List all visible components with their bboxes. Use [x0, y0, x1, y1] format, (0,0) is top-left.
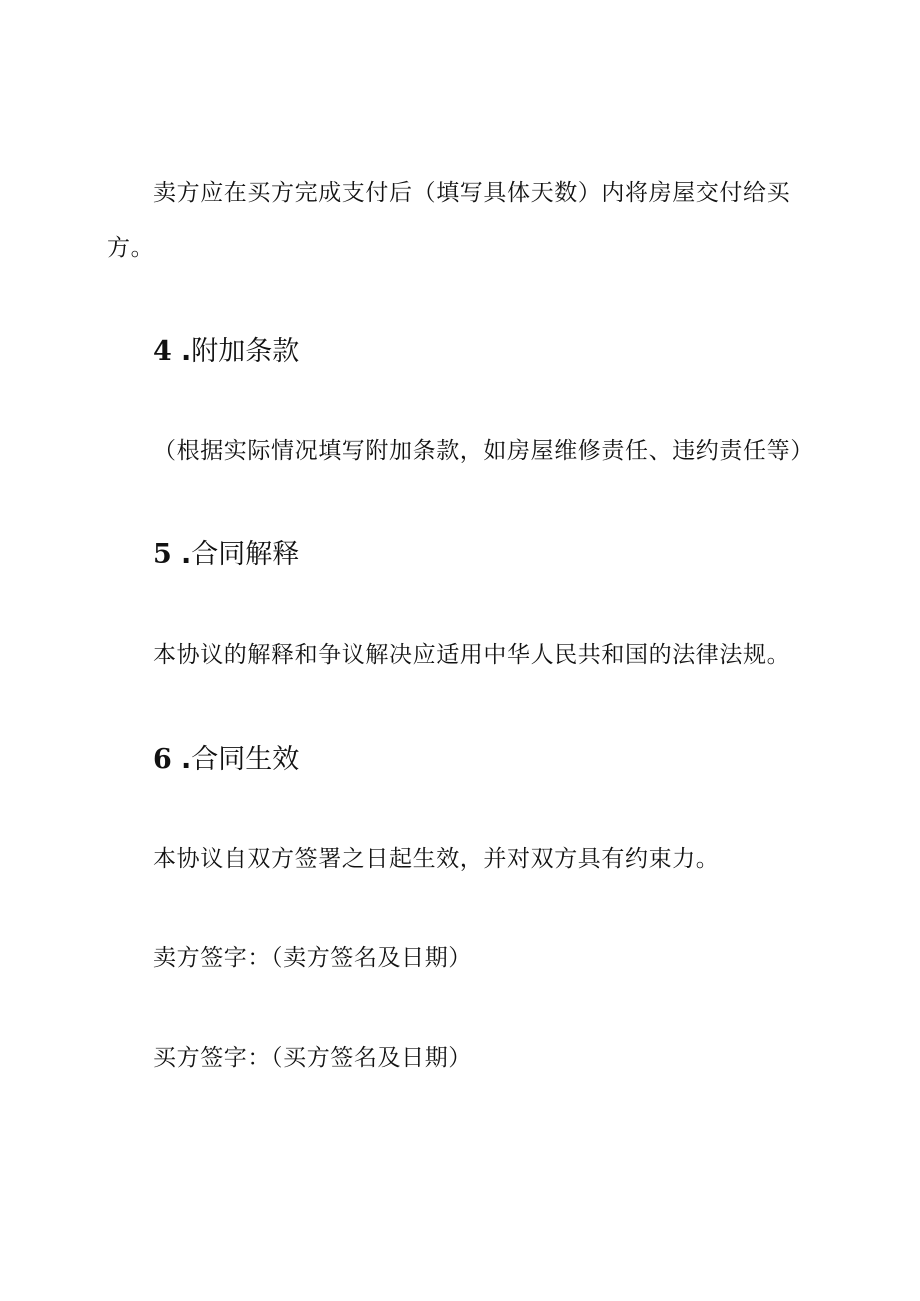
- additional-terms-paragraph: （根据实际情况填写附加条款，如房屋维修责任、违约责任等）: [153, 438, 814, 464]
- section-title: 合同生效: [191, 744, 300, 775]
- delivery-paragraph-line-1: 卖方应在买方完成支付后（填写具体天数）内将房屋交付给买: [153, 180, 791, 206]
- section-heading-additional-terms: [153, 335, 299, 369]
- section-dot: .: [181, 539, 192, 570]
- buyer-signature-line: 买方签字：（买方签名及日期）: [153, 1045, 472, 1071]
- section-number: 5: [153, 539, 172, 570]
- section-dot: .: [181, 336, 192, 367]
- section-number: 4: [153, 336, 172, 367]
- seller-signature-line: 卖方签字：（卖方签名及日期）: [153, 945, 472, 971]
- effectiveness-paragraph: 本协议自双方签署之日起生效，并对双方具有约束力。: [153, 846, 720, 872]
- delivery-paragraph-line-2: 方。: [107, 235, 155, 261]
- section-title: 附加条款: [191, 336, 300, 367]
- section-heading-effectiveness: [153, 743, 299, 777]
- section-number: 6: [153, 744, 172, 775]
- section-heading-interpretation: [153, 538, 299, 572]
- section-title: 合同解释: [191, 539, 300, 570]
- interpretation-paragraph: 本协议的解释和争议解决应适用中华人民共和国的法律法规。: [153, 642, 791, 668]
- section-dot: .: [181, 744, 192, 775]
